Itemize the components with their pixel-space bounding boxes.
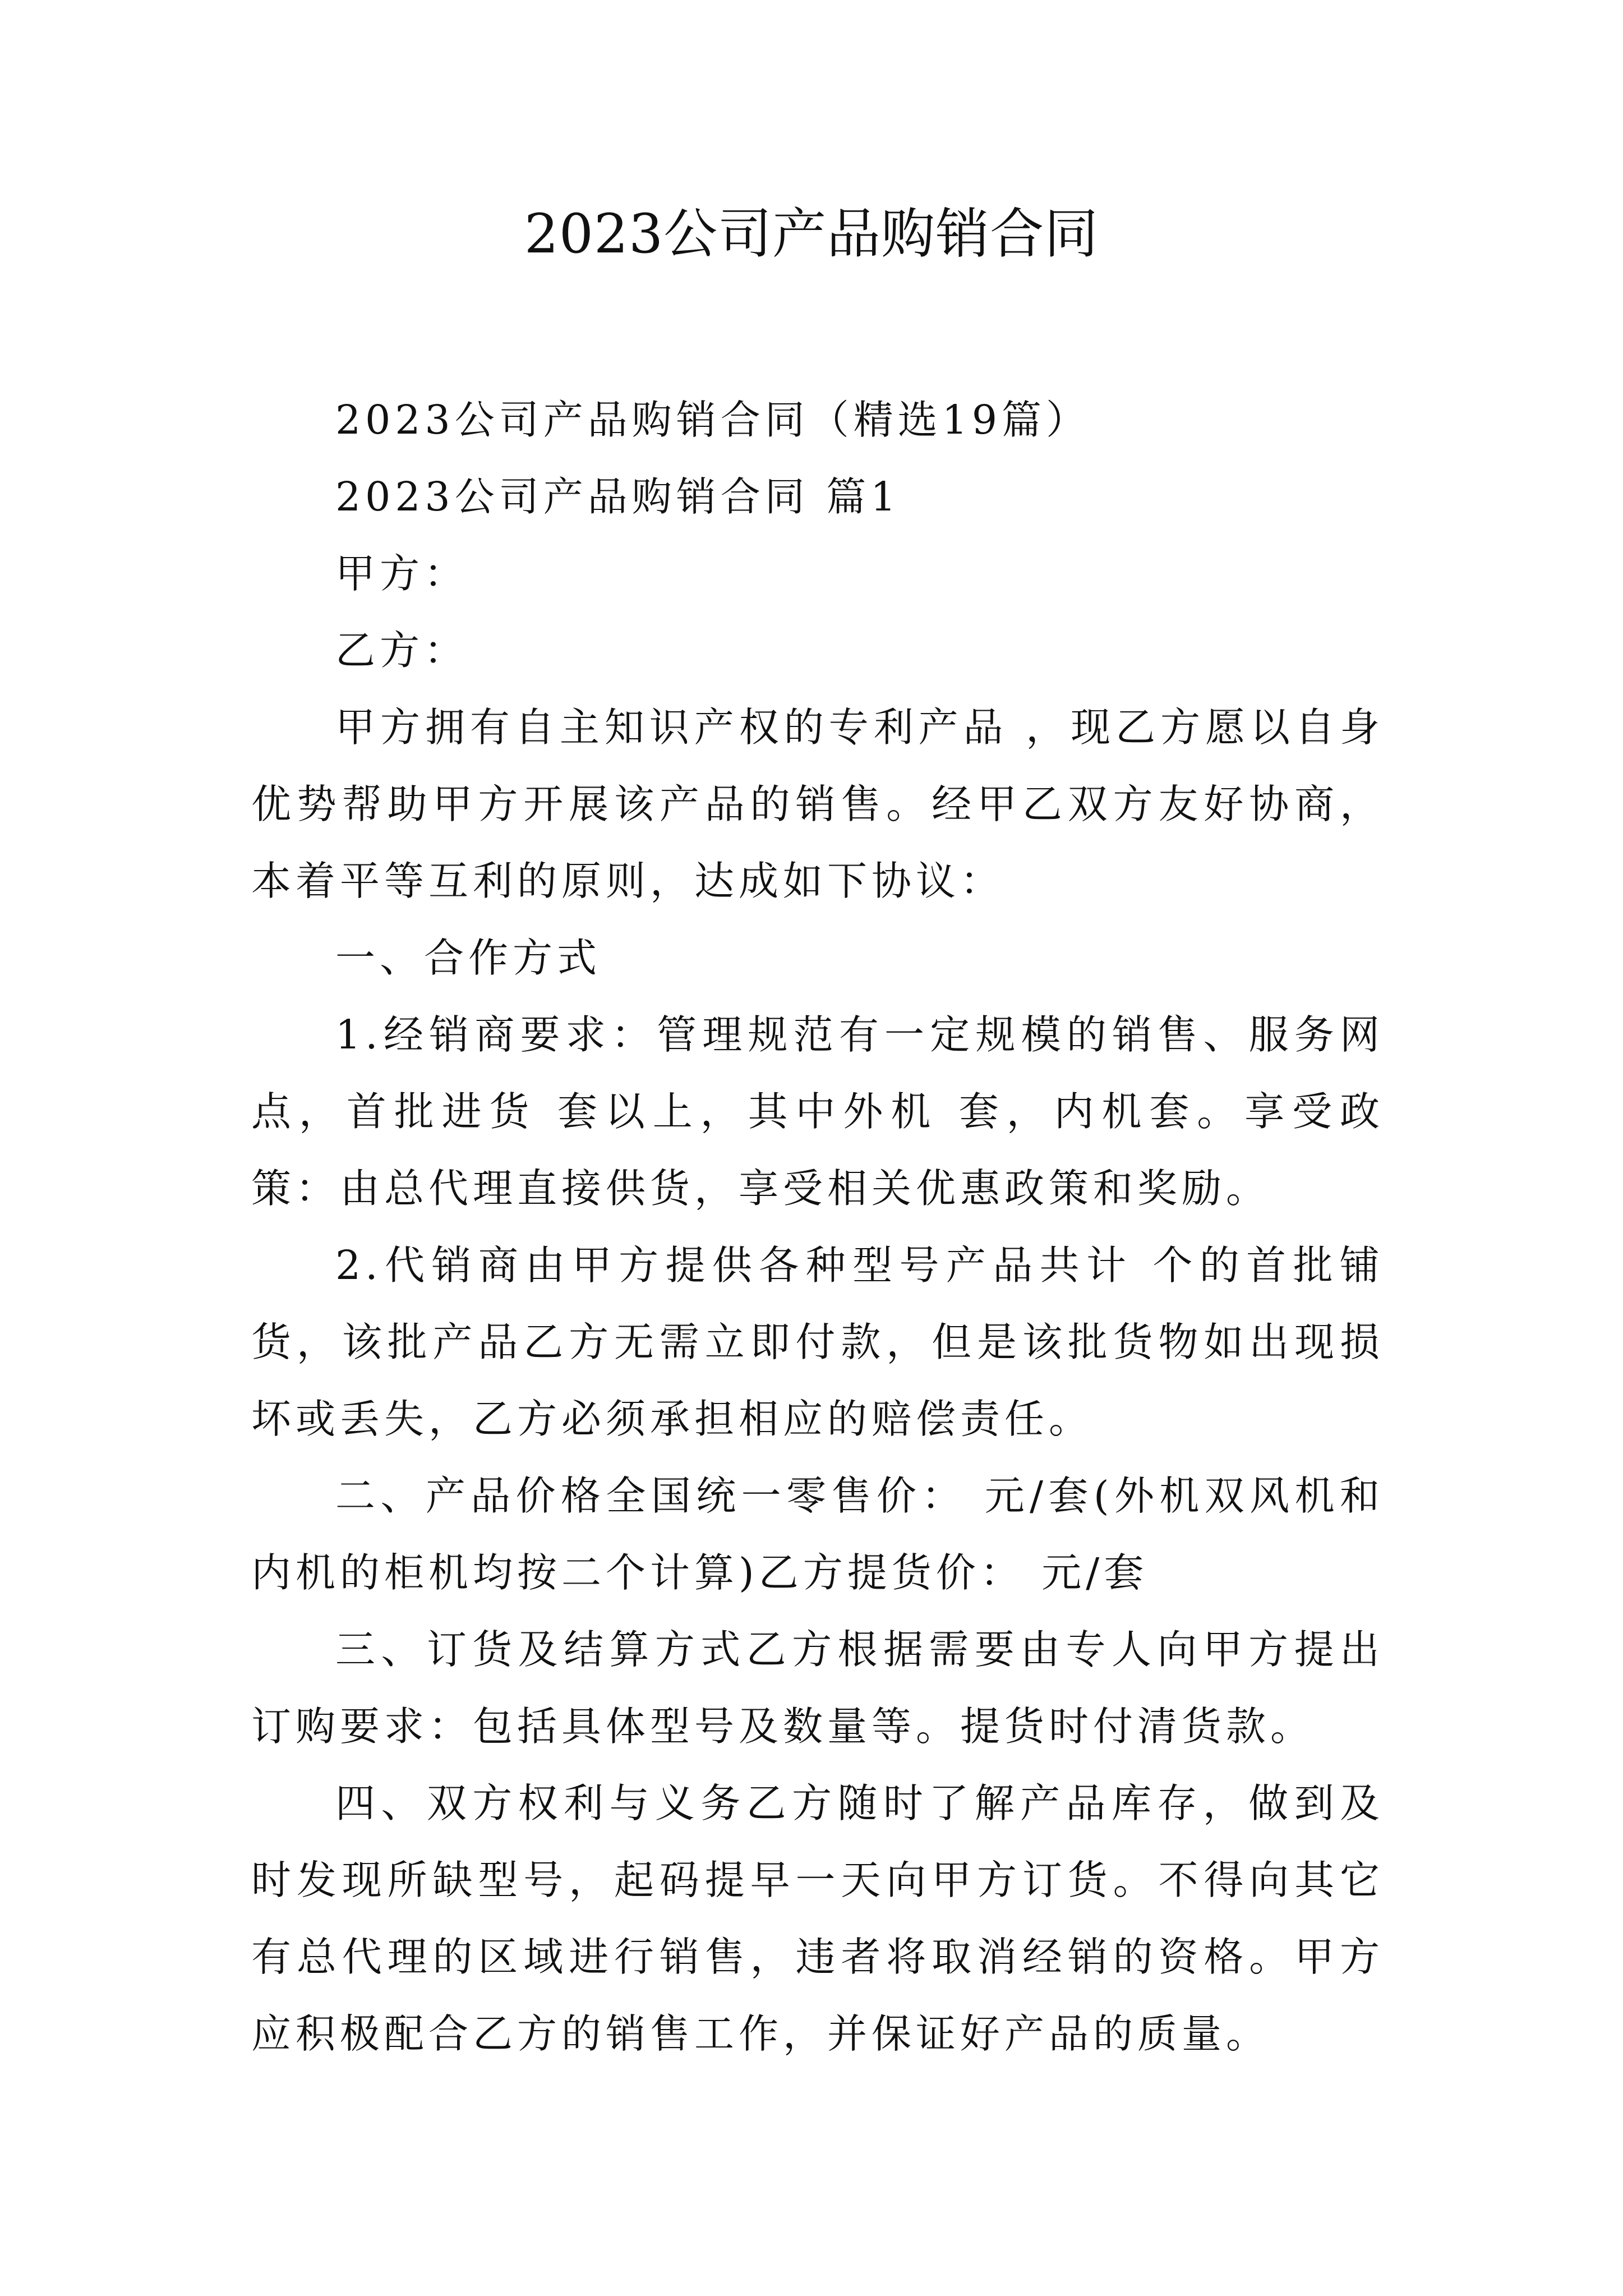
paragraph-party-b: 乙方： (335, 627, 469, 674)
paragraph-agent-terms: 2.代销商由甲方提供各种型号产品共计 个的首批铺货，该批产品乙方无需立即付款，但是该批货物如出现损坏或丢失，乙方必须承担相应的赔偿责任。 (251, 1242, 1384, 1442)
paragraph-cooperation-heading: 一、合作方式 (335, 935, 602, 981)
document-body (251, 381, 1384, 2072)
paragraph-rights-obligations: 四、双方权利与义务乙方随时了解产品库存，做到及时发现所缺型号，起码提早一天向甲方订货。不得向其它有总代理的区域进行销售，违者将取消经销的资格。甲方应积极配合乙方的销售工作，并保证好产品的质量。 (251, 1780, 1384, 2057)
paragraph-dealer-requirements: 1.经销商要求：管理规范有一定规模的销售、服务网点，首批进货 套以上，其中外机 套，内机套。享受政策：由总代理直接供货，享受相关优惠政策和奖励。 (251, 1011, 1384, 1212)
paragraph-pricing: 二、产品价格全国统一零售价： 元/套(外机双风机和内机的柜机均按二个计算)乙方提货价： 元/套 (251, 1473, 1384, 1596)
paragraph-section-heading: 2023公司产品购销合同 篇1 (335, 473, 901, 520)
paragraph-ordering: 三、订货及结算方式乙方根据需要由专人向甲方提出订购要求：包括具体型号及数量等。提货时付清货款。 (251, 1626, 1384, 1750)
paragraph-party-a: 甲方： (335, 550, 469, 597)
paragraph-subtitle: 2023公司产品购销合同（精选19篇） (335, 397, 1091, 443)
document-title: 2023公司产品购销合同 (524, 203, 1099, 265)
paragraph-intro: 甲方拥有自主知识产权的专利产品 ，现乙方愿以自身优势帮助甲方开展该产品的销售。经甲乙双方友好协商，本着平等互利的原则，达成如下协议： (251, 704, 1384, 904)
